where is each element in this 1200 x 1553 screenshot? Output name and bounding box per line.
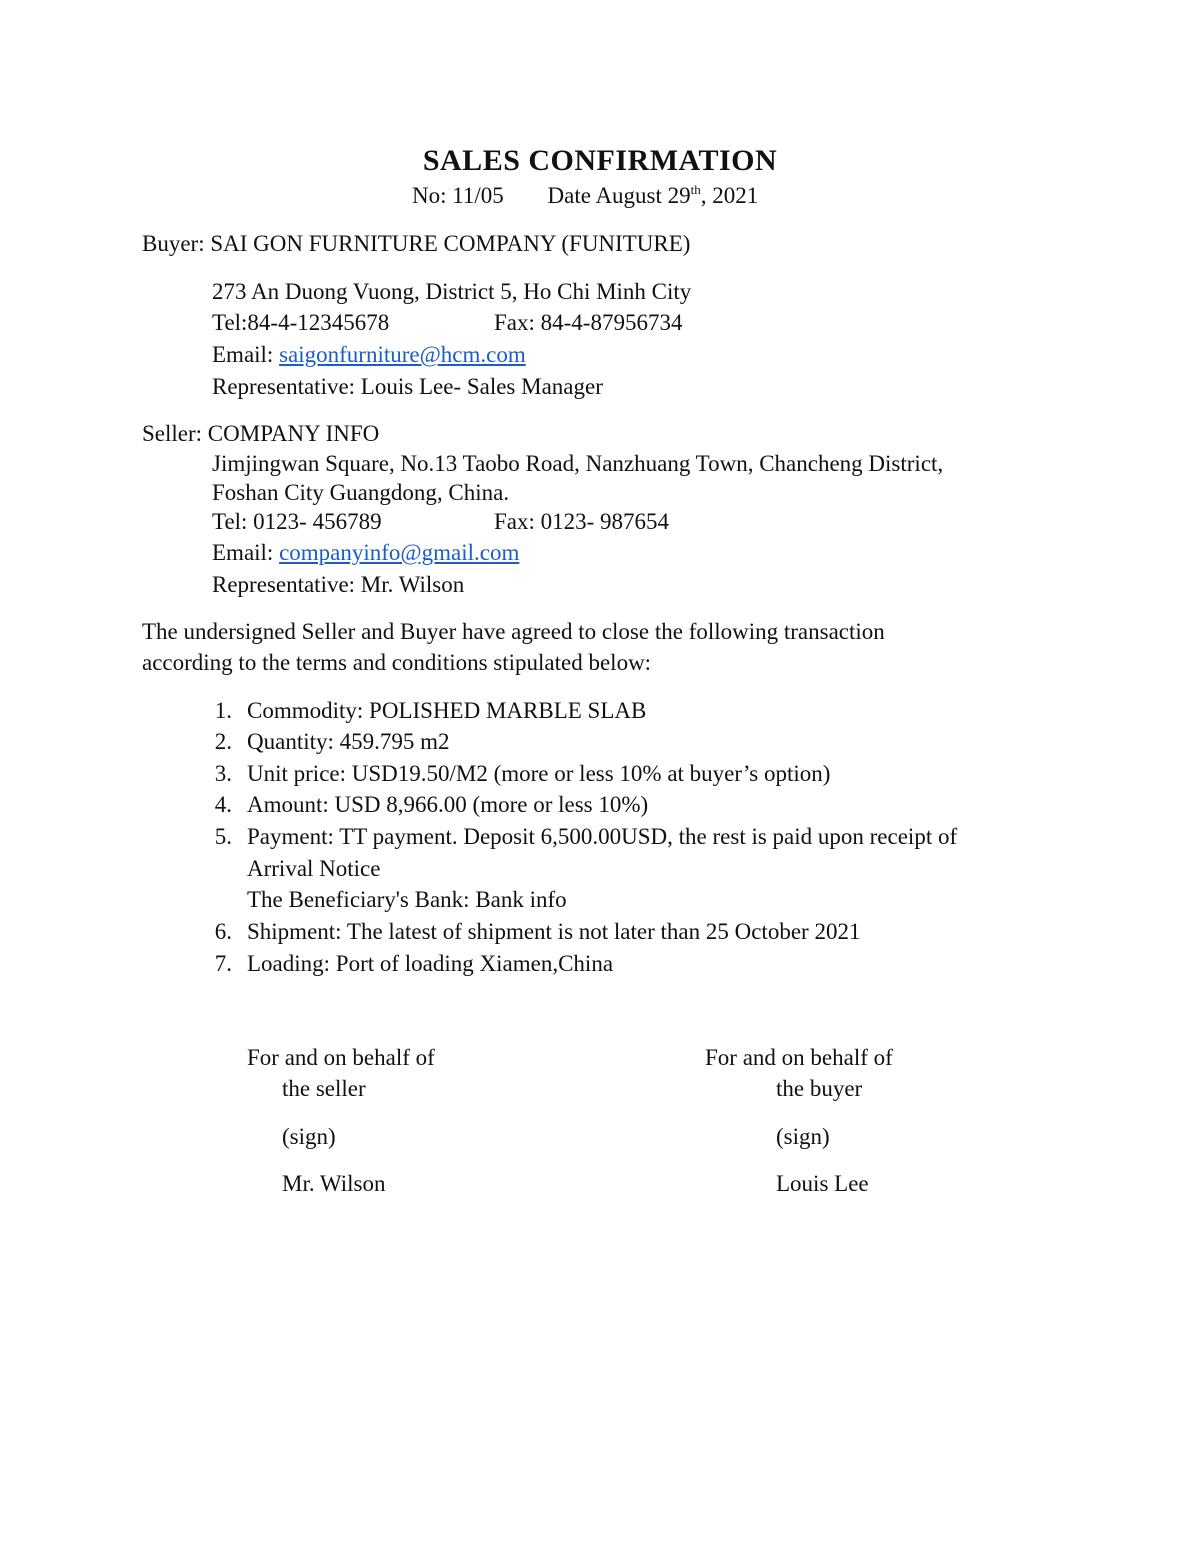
seller-email-line bbox=[212, 541, 519, 564]
buyer-address: 273 An Duong Vuong, District 5, Ho Chi Minh City bbox=[212, 279, 692, 304]
document-number: No: 11/05 bbox=[412, 183, 504, 208]
list-item-number: 7. bbox=[214, 951, 232, 976]
list-item-continuation: Arrival Notice bbox=[247, 856, 381, 881]
buyer-heading bbox=[142, 232, 690, 255]
list-item-number: 1. bbox=[214, 698, 232, 723]
list-item-text: Payment: TT payment. Deposit 6,500.00USD, the rest is paid upon receipt of bbox=[247, 824, 958, 849]
list-item-text: Unit price: USD19.50/M2 (more or less 10% at buyer’s option) bbox=[247, 761, 831, 786]
seller-email-link[interactable]: companyinfo@gmail.com bbox=[279, 540, 520, 565]
seller-representative: Representative: Mr. Wilson bbox=[212, 572, 465, 597]
buyer-representative: Representative: Louis Lee- Sales Manager bbox=[212, 374, 603, 399]
seller-sign-placeholder: (sign) bbox=[282, 1124, 336, 1149]
seller-signatory-name: Mr. Wilson bbox=[282, 1171, 386, 1196]
buyer-email-label: Email: bbox=[212, 342, 280, 367]
buyer-label: Buyer: bbox=[142, 231, 211, 256]
seller-heading bbox=[142, 422, 379, 445]
seller-address-line1: Jimjingwan Square, No.13 Taobo Road, Nanzhuang Town, Chancheng District, bbox=[212, 451, 944, 476]
buyer-email-line bbox=[212, 343, 526, 366]
seller-signature-line1: For and on behalf of bbox=[247, 1045, 435, 1070]
seller-name: COMPANY INFO bbox=[207, 421, 380, 446]
buyer-email-link[interactable]: saigonfurniture@hcm.com bbox=[279, 342, 526, 367]
document-date: Date August 29th, 2021 bbox=[547, 182, 759, 208]
document-number-date bbox=[412, 184, 758, 207]
buyer-signature-line1: For and on behalf of bbox=[705, 1045, 893, 1070]
list-item-number: 3. bbox=[214, 761, 232, 786]
buyer-signatory-name: Louis Lee bbox=[776, 1171, 869, 1196]
list-item-text: Loading: Port of loading Xiamen,China bbox=[247, 951, 614, 976]
list-item-text: Shipment: The latest of shipment is not later than 25 October 2021 bbox=[247, 919, 861, 944]
buyer-tel: Tel:84-4-12345678 bbox=[212, 310, 390, 335]
document-title: SALES CONFIRMATION bbox=[422, 144, 778, 177]
seller-tel: Tel: 0123- 456789 bbox=[212, 509, 382, 534]
list-item-number: 5. bbox=[214, 824, 232, 849]
buyer-sign-placeholder: (sign) bbox=[776, 1124, 830, 1149]
seller-fax: Fax: 0123- 987654 bbox=[494, 509, 670, 534]
list-item-text: Quantity: 459.795 m2 bbox=[247, 729, 450, 754]
list-item-text: Amount: USD 8,966.00 (more or less 10%) bbox=[247, 792, 649, 817]
list-item-number: 2. bbox=[214, 729, 232, 754]
seller-address-line2: Foshan City Guangdong, China. bbox=[212, 480, 510, 505]
intro-line-1: The undersigned Seller and Buyer have agreed to close the following transaction bbox=[142, 619, 885, 644]
buyer-fax: Fax: 84-4-87956734 bbox=[494, 310, 683, 335]
seller-email-label: Email: bbox=[212, 540, 280, 565]
buyer-name: SAI GON FURNITURE COMPANY (FUNITURE) bbox=[210, 231, 691, 256]
seller-signature-line2: the seller bbox=[282, 1076, 366, 1101]
list-item-number: 4. bbox=[214, 792, 232, 817]
list-item-text: Commodity: POLISHED MARBLE SLAB bbox=[247, 698, 647, 723]
seller-label: Seller: bbox=[142, 421, 208, 446]
list-item-continuation: The Beneficiary's Bank: Bank info bbox=[247, 887, 567, 912]
list-item-number: 6. bbox=[214, 919, 232, 944]
intro-line-2: according to the terms and conditions stipulated below: bbox=[142, 650, 652, 675]
buyer-signature-line2: the buyer bbox=[776, 1076, 863, 1101]
